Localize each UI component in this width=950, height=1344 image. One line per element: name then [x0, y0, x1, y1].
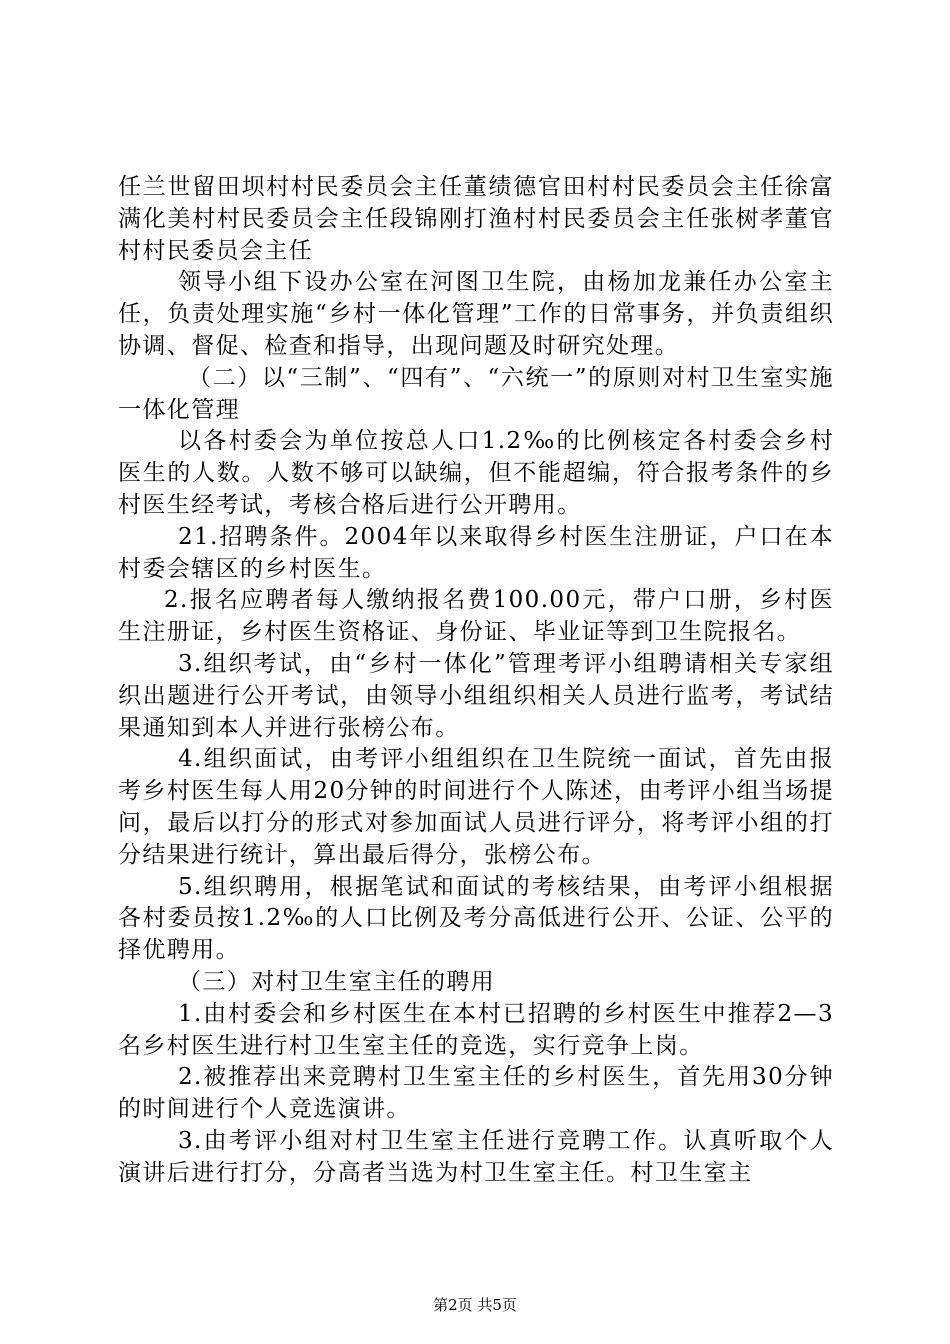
page-footer: [0, 1294, 950, 1315]
paragraph: 任兰世留田坝村村民委员会主任董绩德官田村村民委员会主任徐富满化美村村民委员会主任段锦刚打渔村村民委员会主任张树孝董官村村民委员会主任: [118, 174, 834, 264]
paragraph: 3.由考评小组对村卫生室主任进行竞聘工作。认真听取个人演讲后进行打分，分高者当选为村卫生室主任。村卫生室主: [118, 1127, 834, 1186]
paragraph: （二）以“三制”、“四有”、“六统一”的原则对村卫生室实施一体化管理: [118, 364, 834, 423]
paragraph: 2.被推荐出来竞聘村卫生室主任的乡村医生，首先用30分钟的时间进行个人竞选演讲。: [118, 1064, 834, 1123]
document-body: [118, 172, 834, 1190]
paragraph: 5.组织聘用，根据笔试和面试的考核结果，由考评小组根据各村委员按1.2‰的人口比例及考分高低进行公开、公证、公平的择优聘用。: [118, 873, 834, 964]
paragraph: 4.组织面试，由考评小组组织在卫生院统一面试，首先由报考乡村医生每人用20分钟的时间进行个人陈述，由考评小组当场提问，最后以打分的形式对参加面试人员进行评分，将考评小组的打分结果进行统计，算出最后得分，张榜公布。: [118, 746, 834, 868]
paragraph: （三）对村卫生室主任的聘用: [178, 968, 496, 995]
paragraph: 21.招聘条件。2004年以来取得乡村医生注册证，户口在本村委会辖区的乡村医生。: [118, 523, 834, 582]
paragraph: 3.组织考试，由“乡村一体化”管理考评小组聘请相关专家组织出题进行公开考试，由领导小组组织相关人员进行监考，考试结果通知到本人并进行张榜公布。: [118, 650, 834, 741]
paragraph: 领导小组下设办公室在河图卫生院，由杨加龙兼任办公室主任，负责处理实施“乡村一体化管理”工作的日常事务，并负责组织协调、督促、检查和指导，出现问题及时研究处理。: [118, 269, 834, 359]
paragraph: 2.报名应聘者每人缴纳报名费100.00元，带户口册，乡村医生注册证，乡村医生资格证、身份证、毕业证等到卫生院报名。: [118, 587, 834, 646]
paragraph: 以各村委会为单位按总人口1.2‰的比例核定各村委会乡村医生的人数。人数不够可以缺编，但不能超编，符合报考条件的乡村医生经考试，考核合格后进行公开聘用。: [118, 428, 834, 518]
page-number-label: 第2页 共5页: [433, 1296, 517, 1314]
paragraph: 1.由村委会和乡村医生在本村已招聘的乡村医生中推荐2—3名乡村医生进行村卫生室主任的竞选，实行竞争上岗。: [118, 1000, 834, 1059]
